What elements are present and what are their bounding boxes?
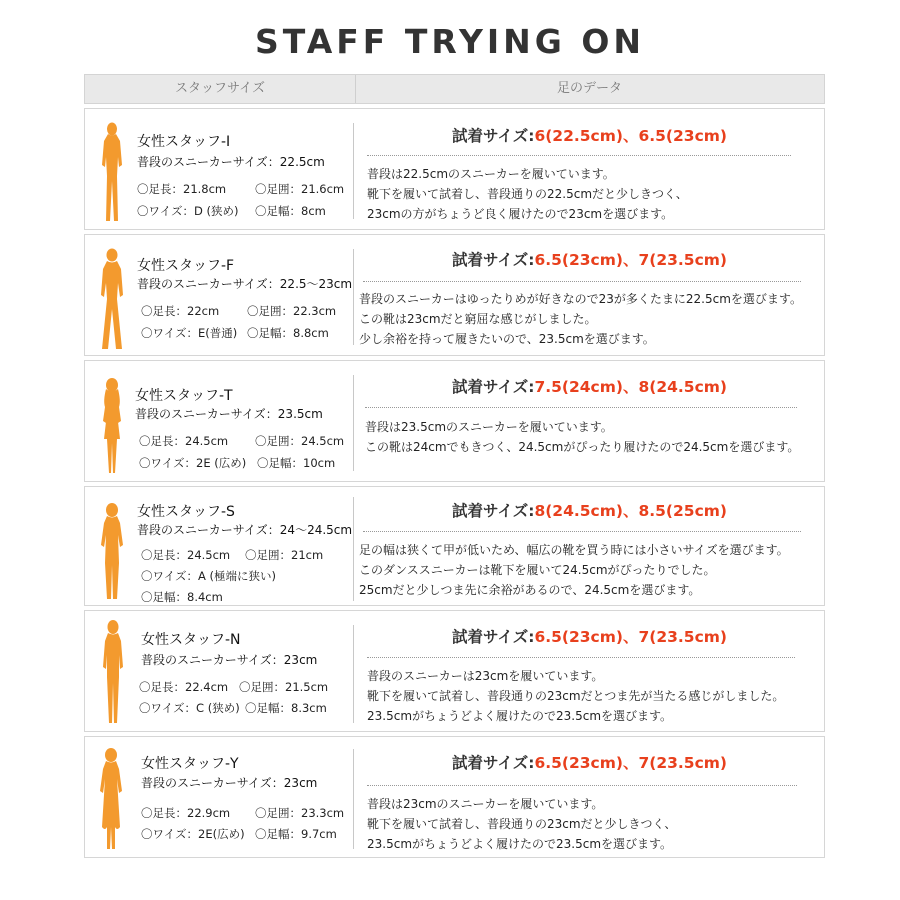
staff-silhouette-icon <box>97 501 127 601</box>
dotted-divider <box>363 281 801 282</box>
foot-wise: 〇ワイズ：2E (広め) <box>139 456 247 470</box>
foot-wise: 〇ワイズ：D (狭め) <box>137 204 239 218</box>
trial-size-value: 6(22.5cm)、6.5(23cm) <box>534 127 728 145</box>
comment-line: このダンススニーカーは靴下を履いて24.5cmがぴったりでした。 <box>359 563 716 577</box>
comment-line: この靴は23cmだと窮屈な感じがしました。 <box>359 312 597 326</box>
comment-line: 23.5cmがちょうどよく履けたので23.5cmを選びます。 <box>367 709 673 723</box>
column-divider <box>353 123 354 219</box>
staff-silhouette-icon <box>95 747 127 851</box>
staff-card-i <box>84 108 825 230</box>
trial-size-label: 試着サイズ: <box>451 628 535 646</box>
foot-girth: 〇足囲：23.3cm <box>255 806 345 820</box>
trial-size <box>355 751 824 773</box>
column-divider <box>353 497 354 601</box>
dotted-divider <box>365 407 797 408</box>
foot-width: 〇足幅：8.8cm <box>247 326 329 340</box>
trial-size <box>355 625 824 647</box>
trial-size-label: 試着サイズ: <box>451 251 535 269</box>
trial-size-label: 試着サイズ: <box>451 378 535 396</box>
header-foot-data: 足のデータ <box>556 81 622 96</box>
trial-size-value: 6.5(23cm)、7(23.5cm) <box>534 628 728 646</box>
trial-size-value: 7.5(24cm)、8(24.5cm) <box>534 378 728 396</box>
staff-card-y <box>84 736 825 858</box>
comment-line: 足の幅は狭くて甲が低いため、幅広の靴を買う時には小さいサイズを選びます。 <box>359 543 789 557</box>
comment-line: 普段は23cmのスニーカーを履いています。 <box>367 797 604 811</box>
foot-width: 〇足幅：8.3cm <box>245 701 327 715</box>
foot-girth: 〇足囲：21cm <box>245 548 324 562</box>
dotted-divider <box>367 657 795 658</box>
trial-size-label: 試着サイズ: <box>451 754 535 772</box>
trial-size <box>355 124 824 146</box>
trial-size <box>355 375 824 397</box>
trial-size <box>355 499 824 521</box>
comment-line: 少し余裕を持って履きたいので、23.5cmを選びます。 <box>359 332 655 346</box>
staff-name: 女性スタッフ-N <box>141 632 241 648</box>
comment-line: 23cmの方がちょうど良く履けたので23cmを選びます。 <box>367 207 674 221</box>
staff-name: 女性スタッフ-Y <box>141 756 239 772</box>
staff-silhouette-icon <box>99 619 127 725</box>
column-divider <box>353 749 354 849</box>
trial-size-label: 試着サイズ: <box>451 502 535 520</box>
table-header <box>84 74 825 104</box>
dotted-divider <box>363 531 801 532</box>
comment-line: 普段は22.5cmのスニーカーを履いています。 <box>367 167 615 181</box>
trial-size <box>355 248 824 270</box>
normal-sneaker-size: 普段のスニーカーサイズ：23cm <box>141 776 318 790</box>
foot-length: 〇足長：21.8cm <box>137 182 227 196</box>
staff-name: 女性スタッフ-I <box>137 134 231 150</box>
foot-girth: 〇足囲：24.5cm <box>255 434 345 448</box>
normal-sneaker-size: 普段のスニーカーサイズ：24〜24.5cm <box>137 523 353 537</box>
column-divider <box>353 375 354 471</box>
staff-silhouette-icon <box>95 247 129 351</box>
trial-size-label: 試着サイズ: <box>451 127 535 145</box>
normal-sneaker-size: 普段のスニーカーサイズ：23cm <box>141 653 318 667</box>
comment-line: 23.5cmがちょうどよく履けたので23.5cmを選びます。 <box>367 837 673 851</box>
foot-girth: 〇足囲：22.3cm <box>247 304 337 318</box>
comment-line: 普段のスニーカーは23cmを履いています。 <box>367 669 604 683</box>
header-staff-size: スタッフサイズ <box>85 75 356 103</box>
staff-card-t <box>84 360 825 482</box>
column-divider <box>353 625 354 723</box>
foot-width: 〇足幅：10cm <box>257 456 336 470</box>
trial-size-value: 6.5(23cm)、7(23.5cm) <box>534 251 728 269</box>
foot-length: 〇足長：22.9cm <box>141 806 231 820</box>
staff-name: 女性スタッフ-S <box>137 504 235 520</box>
foot-length: 〇足長：24.5cm <box>141 548 231 562</box>
dotted-divider <box>367 785 797 786</box>
foot-wise: 〇ワイズ：A (極端に狭い) <box>141 569 277 583</box>
staff-card-f <box>84 234 825 356</box>
comment-line: 靴下を履いて試着し、普段通りの22.5cmだと少しきつく、 <box>367 187 688 201</box>
foot-length: 〇足長：22.4cm <box>139 680 229 694</box>
comment-line: 靴下を履いて試着し、普段通りの23cmだと少しきつく、 <box>367 817 677 831</box>
foot-width: 〇足幅：8.4cm <box>141 590 223 604</box>
foot-wise: 〇ワイズ：C (狭め) <box>139 701 240 715</box>
staff-card-s <box>84 486 825 606</box>
foot-wise: 〇ワイズ：2E(広め) <box>141 827 245 841</box>
comment-line: 普段は23.5cmのスニーカーを履いています。 <box>365 420 613 434</box>
column-divider <box>353 249 354 345</box>
page-title: STAFF TRYING ON <box>255 22 645 61</box>
trial-size-value: 6.5(23cm)、7(23.5cm) <box>534 754 728 772</box>
staff-card-n <box>84 610 825 732</box>
comment-line: 普段のスニーカーはゆったりめが好きなので23が多くたまに22.5cmを選びます。 <box>359 292 802 306</box>
dotted-divider <box>367 155 791 156</box>
foot-length: 〇足長：22cm <box>141 304 220 318</box>
staff-name: 女性スタッフ-T <box>135 388 233 404</box>
foot-width: 〇足幅：8cm <box>255 204 326 218</box>
foot-girth: 〇足囲：21.5cm <box>239 680 329 694</box>
foot-wise: 〇ワイズ：E(普通) <box>141 326 238 340</box>
staff-name: 女性スタッフ-F <box>137 258 235 274</box>
trial-size-value: 8(24.5cm)、8.5(25cm) <box>534 502 728 520</box>
comment-line: 25cmだと少しつま先に余裕があるので、24.5cmを選びます。 <box>359 583 701 597</box>
comment-line: 靴下を履いて試着し、普段通りの23cmだとつま先が当たる感じがしました。 <box>367 689 785 703</box>
normal-sneaker-size: 普段のスニーカーサイズ：23.5cm <box>135 407 323 421</box>
foot-girth: 〇足囲：21.6cm <box>255 182 345 196</box>
foot-width: 〇足幅：9.7cm <box>255 827 337 841</box>
foot-length: 〇足長：24.5cm <box>139 434 229 448</box>
normal-sneaker-size: 普段のスニーカーサイズ：22.5cm <box>137 155 325 169</box>
comment-line: この靴は24cmでもきつく、24.5cmがぴったり履けたので24.5cmを選びます。 <box>365 440 800 454</box>
staff-silhouette-icon <box>97 121 127 223</box>
normal-sneaker-size: 普段のスニーカーサイズ：22.5〜23cm <box>137 277 353 291</box>
staff-silhouette-icon <box>97 377 127 475</box>
